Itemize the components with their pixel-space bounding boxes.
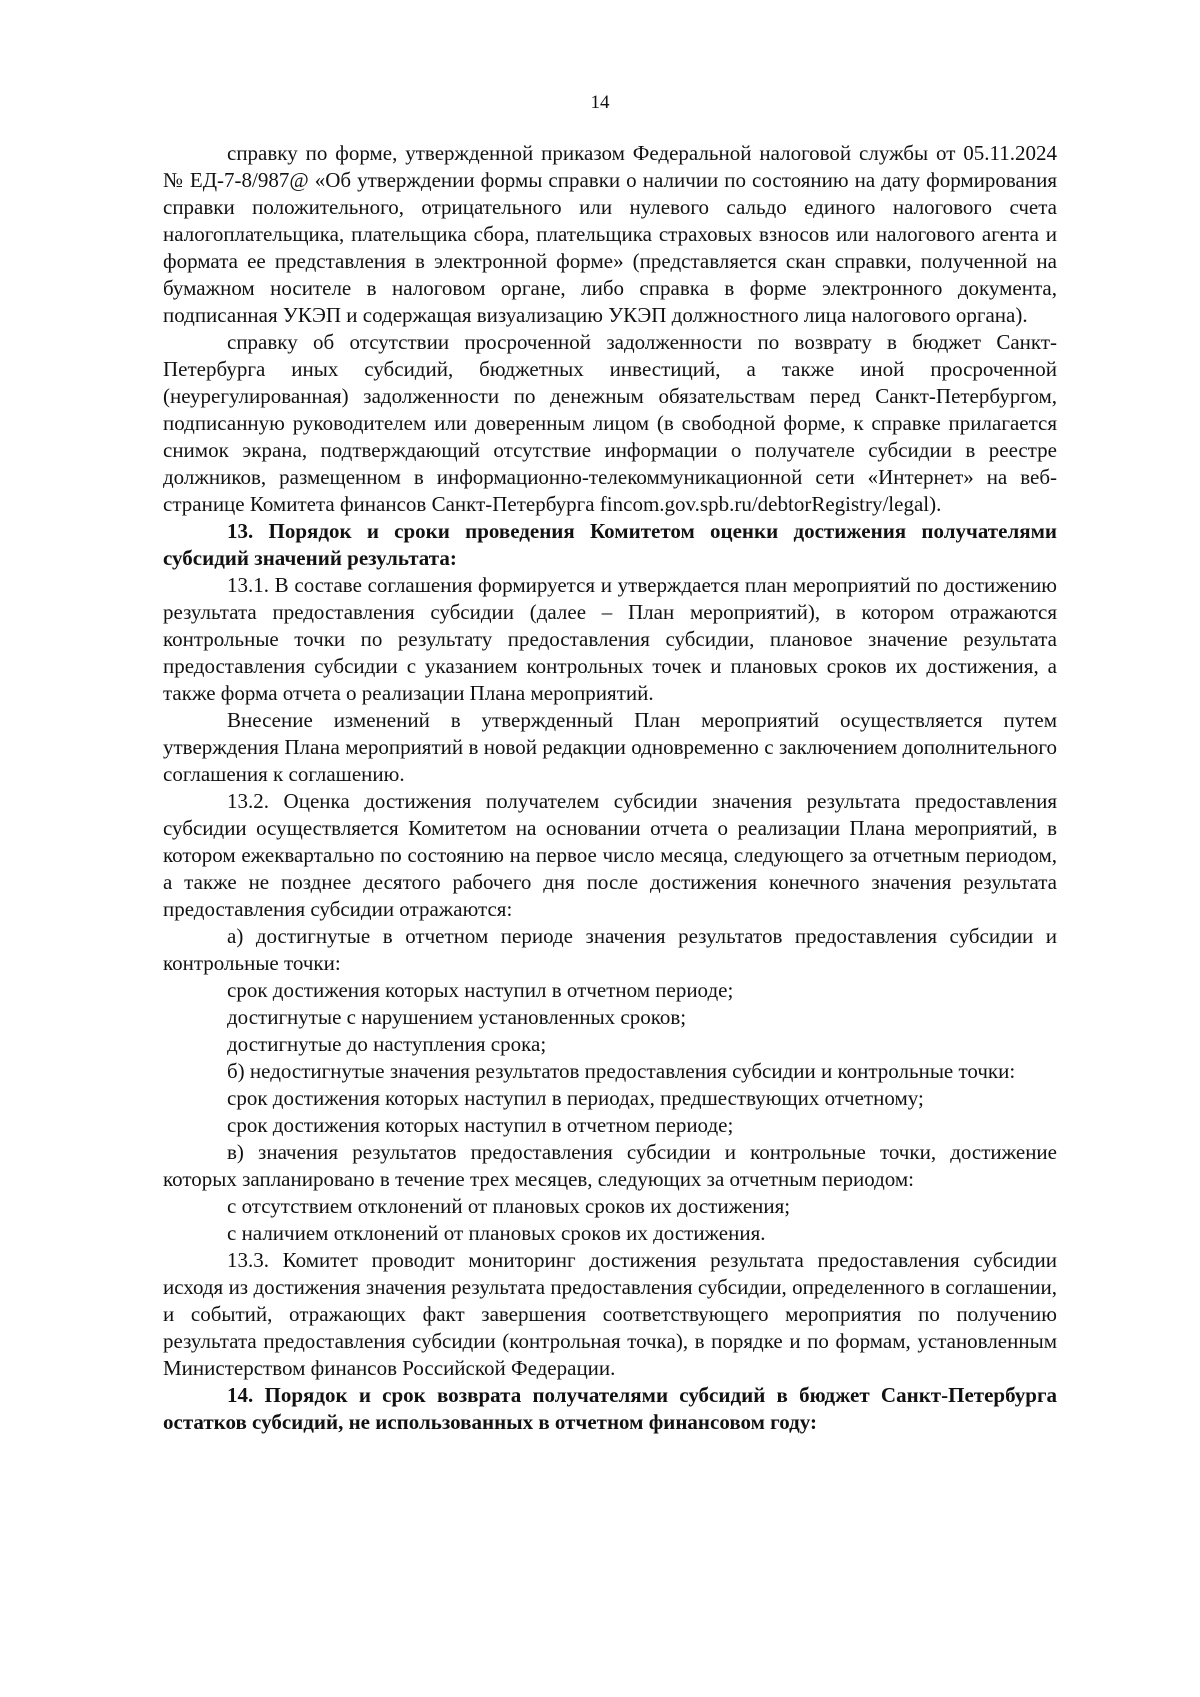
list-item-b: б) недостигнутые значения результатов предоставления субсидии и контрольные точки: xyxy=(227,1059,1016,1083)
paragraph-13-1: 13.1. В составе соглашения формируется и утверждается план мероприятий по достижению результата предоставления субсидии (далее – План мероприятий), в котором отражаются контрольные точки по результату предоставления субсидии, плановое значение результата предоставления субсидии с указанием контрольных точек и плановых сроков их достижения, а также форма отчета о реализации Плана мероприятий. xyxy=(163,573,1057,705)
list-item-v: в) значения результатов предоставления субсидии и контрольные точки, достижение которых запланировано в течение трех месяцев, следующих за отчетным периодом: xyxy=(163,1140,1057,1191)
list-subitem: достигнутые с нарушением установленных сроков; xyxy=(227,1005,687,1029)
list-subitem: срок достижения которых наступил в отчетном периоде; xyxy=(227,978,734,1002)
list-subitem: срок достижения которых наступил в отчетном периоде; xyxy=(227,1113,734,1137)
list-subitem: срок достижения которых наступил в периодах, предшествующих отчетному; xyxy=(227,1086,924,1110)
page-number: 14 xyxy=(590,92,610,113)
document-body xyxy=(163,140,1057,1436)
section-heading-14: 14. Порядок и срок возврата получателями субсидий в бюджет Санкт-Петербурга остатков субсидий, не использованных в отчетном финансовом году: xyxy=(163,1383,1057,1434)
paragraph-debt-certificate: справку об отсутствии просроченной задолженности по возврату в бюджет Санкт-Петербурга иных субсидий, бюджетных инвестиций, а также иной просроченной (неурегулированная) задолженности по денежным обязательствам перед Санкт-Петербургом, подписанную руководителем или доверенным лицом (в свободной форме, к справке прилагается снимок экрана, подтверждающий отсутствие информации о получателе субсидии в реестре должников, размещенном в информационно-телекоммуникационной сети «Интернет» на веб-странице Комитета финансов Санкт-Петербурга fincom.gov.spb.ru/debtorRegistry/legal). xyxy=(163,330,1057,516)
paragraph-13-3: 13.3. Комитет проводит мониторинг достижения результата предоставления субсидии исходя из достижения значения результата предоставления субсидии, определенного в соглашении, и событий, отражающих факт завершения соответствующего мероприятия по получению результата предоставления субсидии (контрольная точка), в порядке и по формам, установленным Министерством финансов Российской Федерации. xyxy=(163,1248,1057,1380)
list-subitem: с отсутствием отклонений от плановых сроков их достижения; xyxy=(227,1194,791,1218)
paragraph-tax-certificate: справку по форме, утвержденной приказом Федеральной налоговой службы от 05.11.2024 № ЕД-7-8/987@ «Об утверждении формы справки о наличии по состоянию на дату формирования справки положительного, отрицательного или нулевого сальдо единого налогового счета налогоплательщика, плательщика сбора, плательщика страховых взносов или налогового агента и формата ее представления в электронной форме» (представляется скан справки, полученной на бумажном носителе в налоговом органе, либо справка в форме электронного документа, подписанная УКЭП и содержащая визуализацию УКЭП должностного лица налогового органа). xyxy=(163,141,1057,327)
list-item-a: а) достигнутые в отчетном периоде значения результатов предоставления субсидии и контрольные точки: xyxy=(163,924,1057,975)
paragraph-plan-changes: Внесение изменений в утвержденный План мероприятий осуществляется путем утверждения Плана мероприятий в новой редакции одновременно с заключением дополнительного соглашения к соглашению. xyxy=(163,708,1057,786)
paragraph-13-2: 13.2. Оценка достижения получателем субсидии значения результата предоставления субсидии осуществляется Комитетом на основании отчета о реализации Плана мероприятий, в котором ежеквартально по состоянию на первое число месяца, следующего за отчетным периодом, а также не позднее десятого рабочего дня после достижения конечного значения результата предоставления субсидии отражаются: xyxy=(163,789,1057,921)
list-subitem: с наличием отклонений от плановых сроков их достижения. xyxy=(227,1221,766,1245)
list-subitem: достигнутые до наступления срока; xyxy=(227,1032,547,1056)
section-heading-13: 13. Порядок и сроки проведения Комитетом оценки достижения получателями субсидий значений результата: xyxy=(163,519,1057,570)
